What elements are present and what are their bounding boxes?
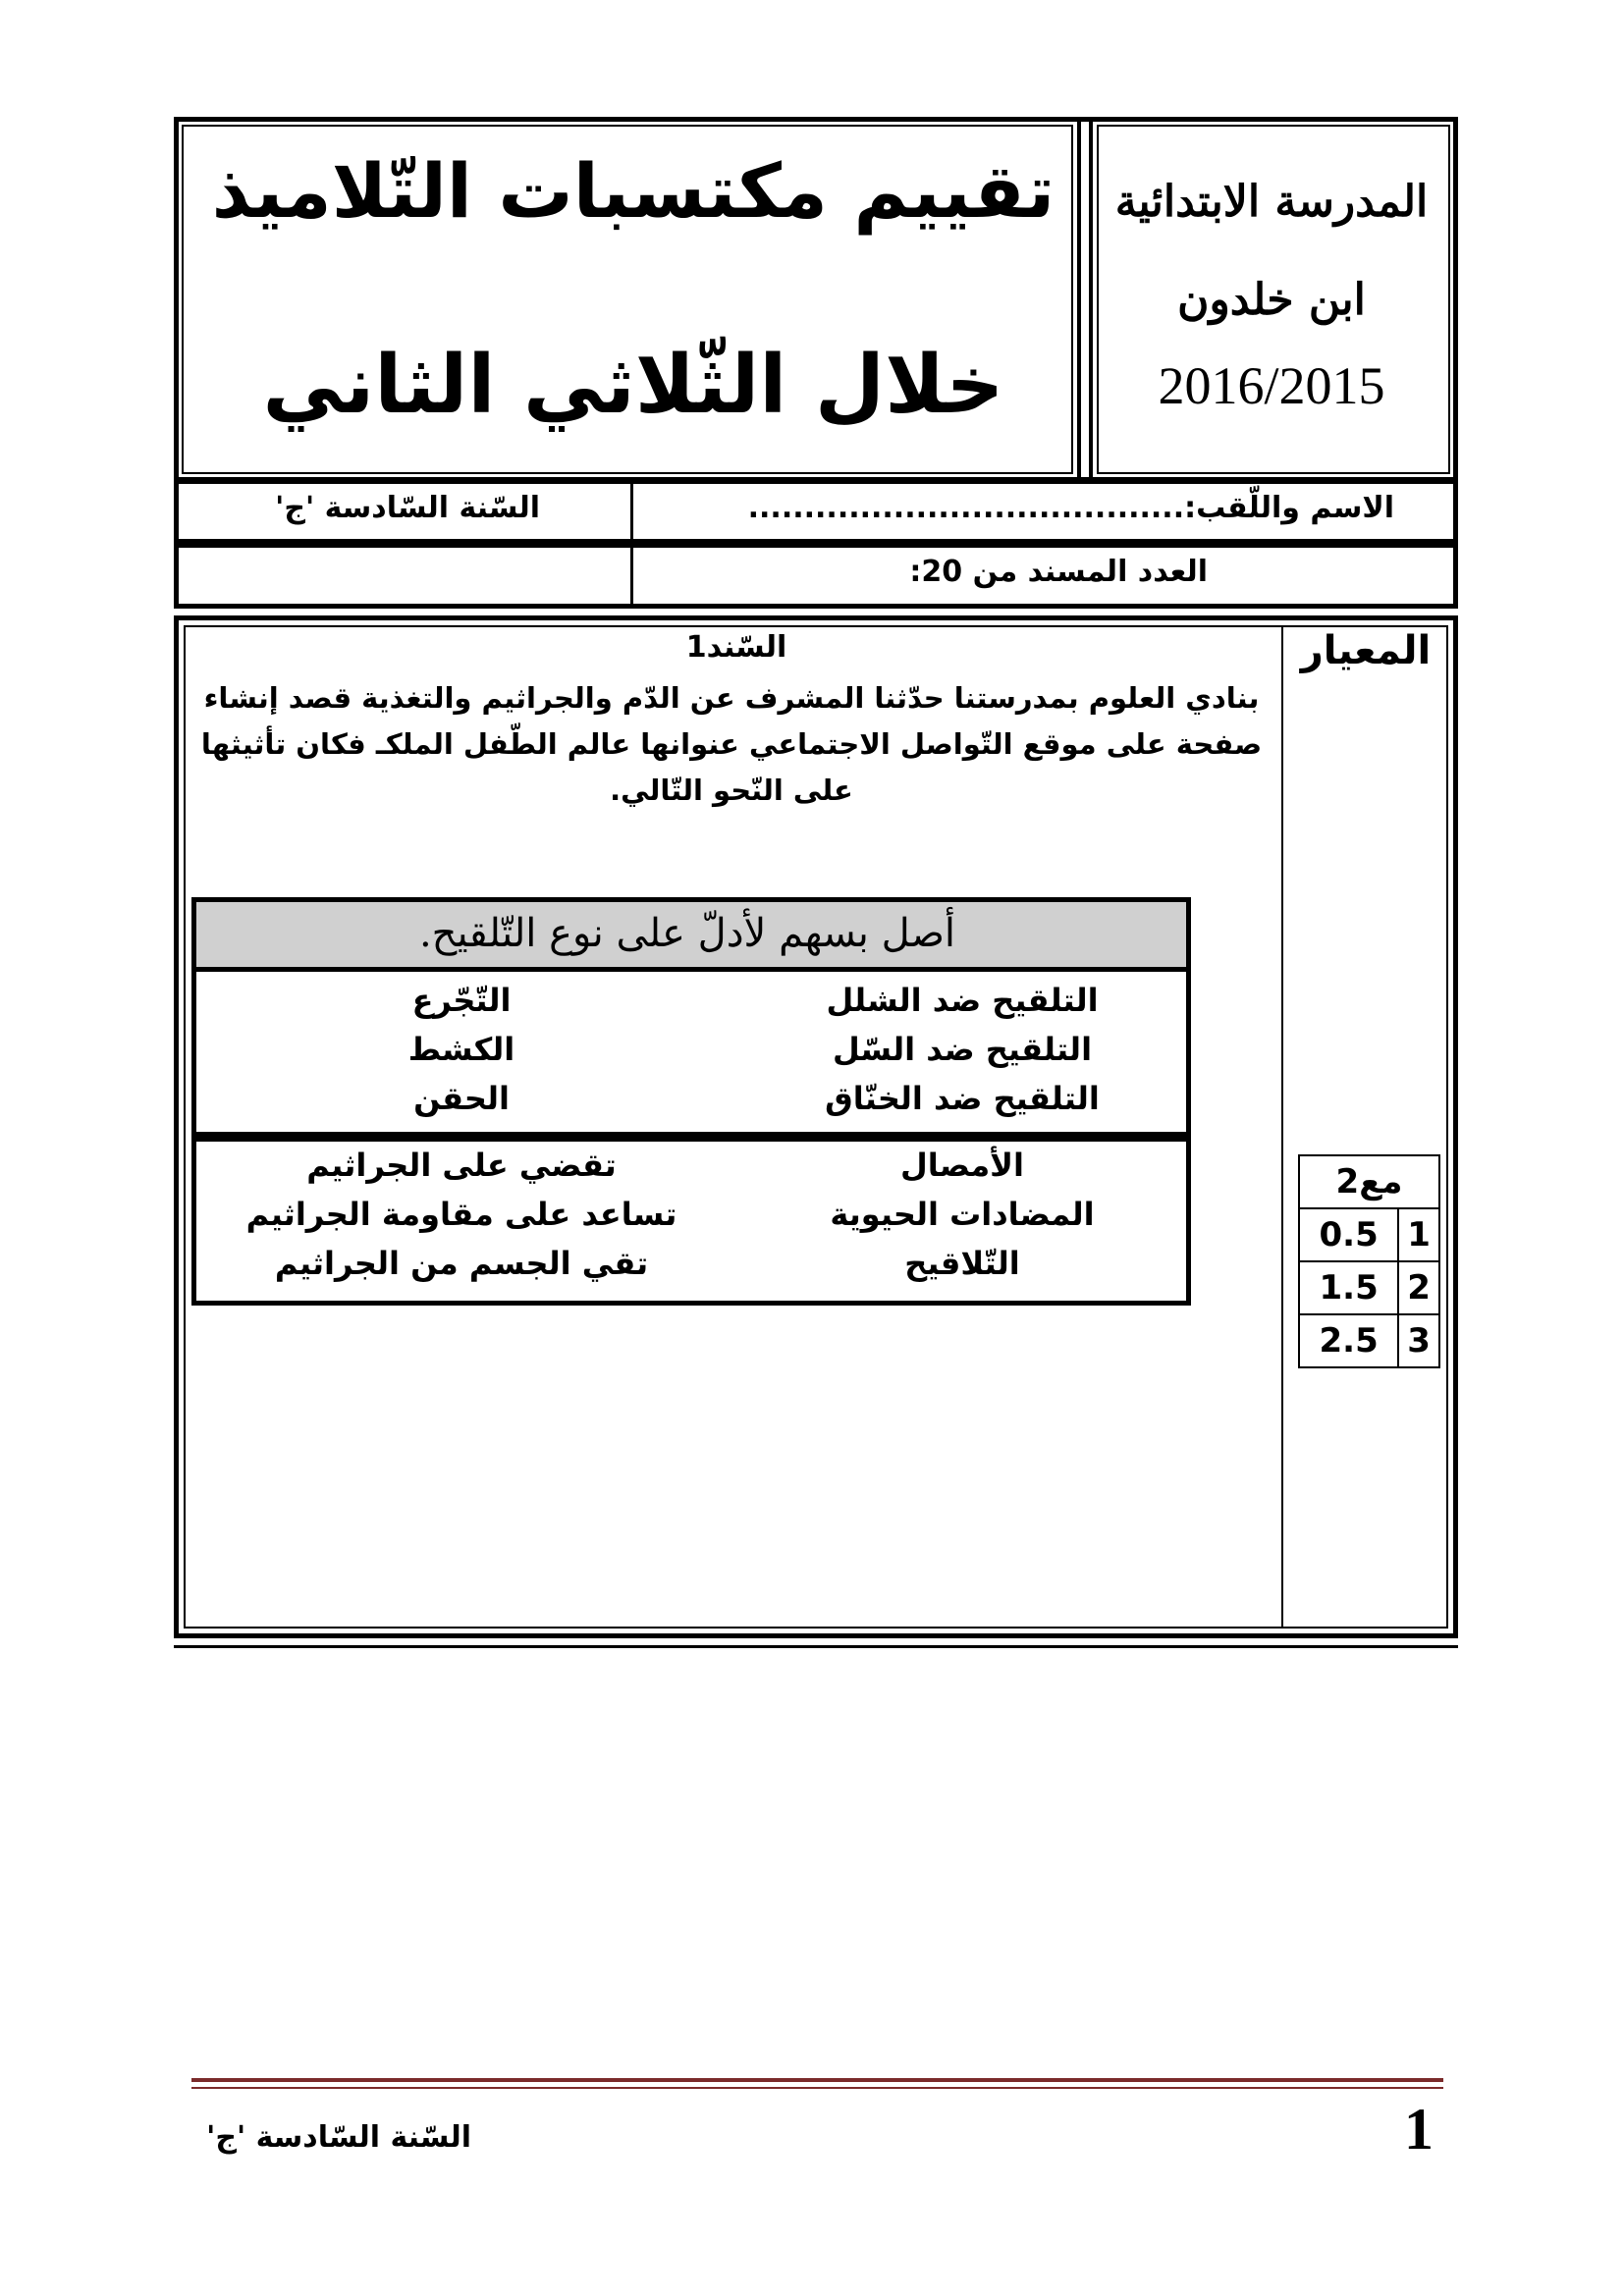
header-divider xyxy=(1077,117,1093,482)
page-title: تقييم مكتسبات التّلاميذ xyxy=(211,147,1056,235)
school-name: المدرسة الابتدائية xyxy=(1114,177,1429,227)
criteria-level: 3 xyxy=(1398,1314,1439,1367)
list-item: التلقيح ضد الخنّاق xyxy=(825,1080,1100,1117)
criteria-divider xyxy=(1281,625,1283,1629)
criteria-heading: المعيار xyxy=(1300,628,1432,673)
criteria-grid-header: مع2 xyxy=(1299,1155,1439,1208)
row-divider xyxy=(630,484,633,541)
footer-rule xyxy=(191,2078,1443,2082)
document-title: السّند1 xyxy=(685,630,787,665)
list-item: التّلاقيح xyxy=(904,1245,1020,1282)
list-item: الأمصال xyxy=(900,1147,1024,1184)
table-row xyxy=(1299,1155,1439,1208)
criteria-level: 1 xyxy=(1398,1208,1439,1261)
row-divider xyxy=(630,548,633,605)
criteria-level: 2 xyxy=(1398,1261,1439,1314)
table-row xyxy=(1299,1314,1439,1367)
class-label: السّنة السّادسة 'ج' xyxy=(275,491,540,525)
criteria-score: 0.5 xyxy=(1299,1208,1398,1261)
criteria-grid xyxy=(1298,1154,1440,1368)
school-year: 2016/2015 xyxy=(1158,356,1385,415)
list-item: تساعد على مقاومة الجراثيم xyxy=(245,1196,677,1233)
list-item: المضادات الحيوية xyxy=(830,1196,1095,1233)
exercise-instruction: أصل بسهم لأدلّ على نوع التّلقيح. xyxy=(418,911,956,956)
school-subname: ابن خلدون xyxy=(1177,275,1366,325)
document-text: بنادي العلوم بمدرستنا حدّثنا المشرف عن الدّم والجراثيم والتغذية قصد إنشاء صفحة على موقع التّواصل الاجتماعي عنوانها عالم الطّفل الملكـ فكان تأثيثها على النّحو التّالي. xyxy=(200,681,1263,807)
table-row xyxy=(1299,1261,1439,1314)
score-label: العدد المسند من 20: xyxy=(909,555,1208,589)
list-item: تقي الجسم من الجراثيم xyxy=(274,1245,649,1282)
criteria-score: 1.5 xyxy=(1299,1261,1398,1314)
list-item: الحقن xyxy=(413,1080,510,1117)
list-item: تقضي على الجراثيم xyxy=(306,1147,617,1184)
list-item: التلقيح ضد السّل xyxy=(832,1031,1093,1068)
list-item: الكشط xyxy=(407,1031,515,1068)
footer-class-label: السّنة السّادسة 'ج' xyxy=(206,2120,471,2155)
name-field-label: الاسم واللّقب:....................................... xyxy=(747,491,1394,525)
footer-rule xyxy=(191,2087,1443,2089)
bottom-rule xyxy=(174,1645,1458,1648)
list-item: التلقيح ضد الشلل xyxy=(826,982,1099,1019)
list-item: التّجّرع xyxy=(411,982,512,1019)
page-subtitle: خلال الثّلاثي الثاني xyxy=(262,339,1004,432)
criteria-score: 2.5 xyxy=(1299,1314,1398,1367)
page-number: 1 xyxy=(1404,2097,1434,2162)
table-row xyxy=(1299,1208,1439,1261)
